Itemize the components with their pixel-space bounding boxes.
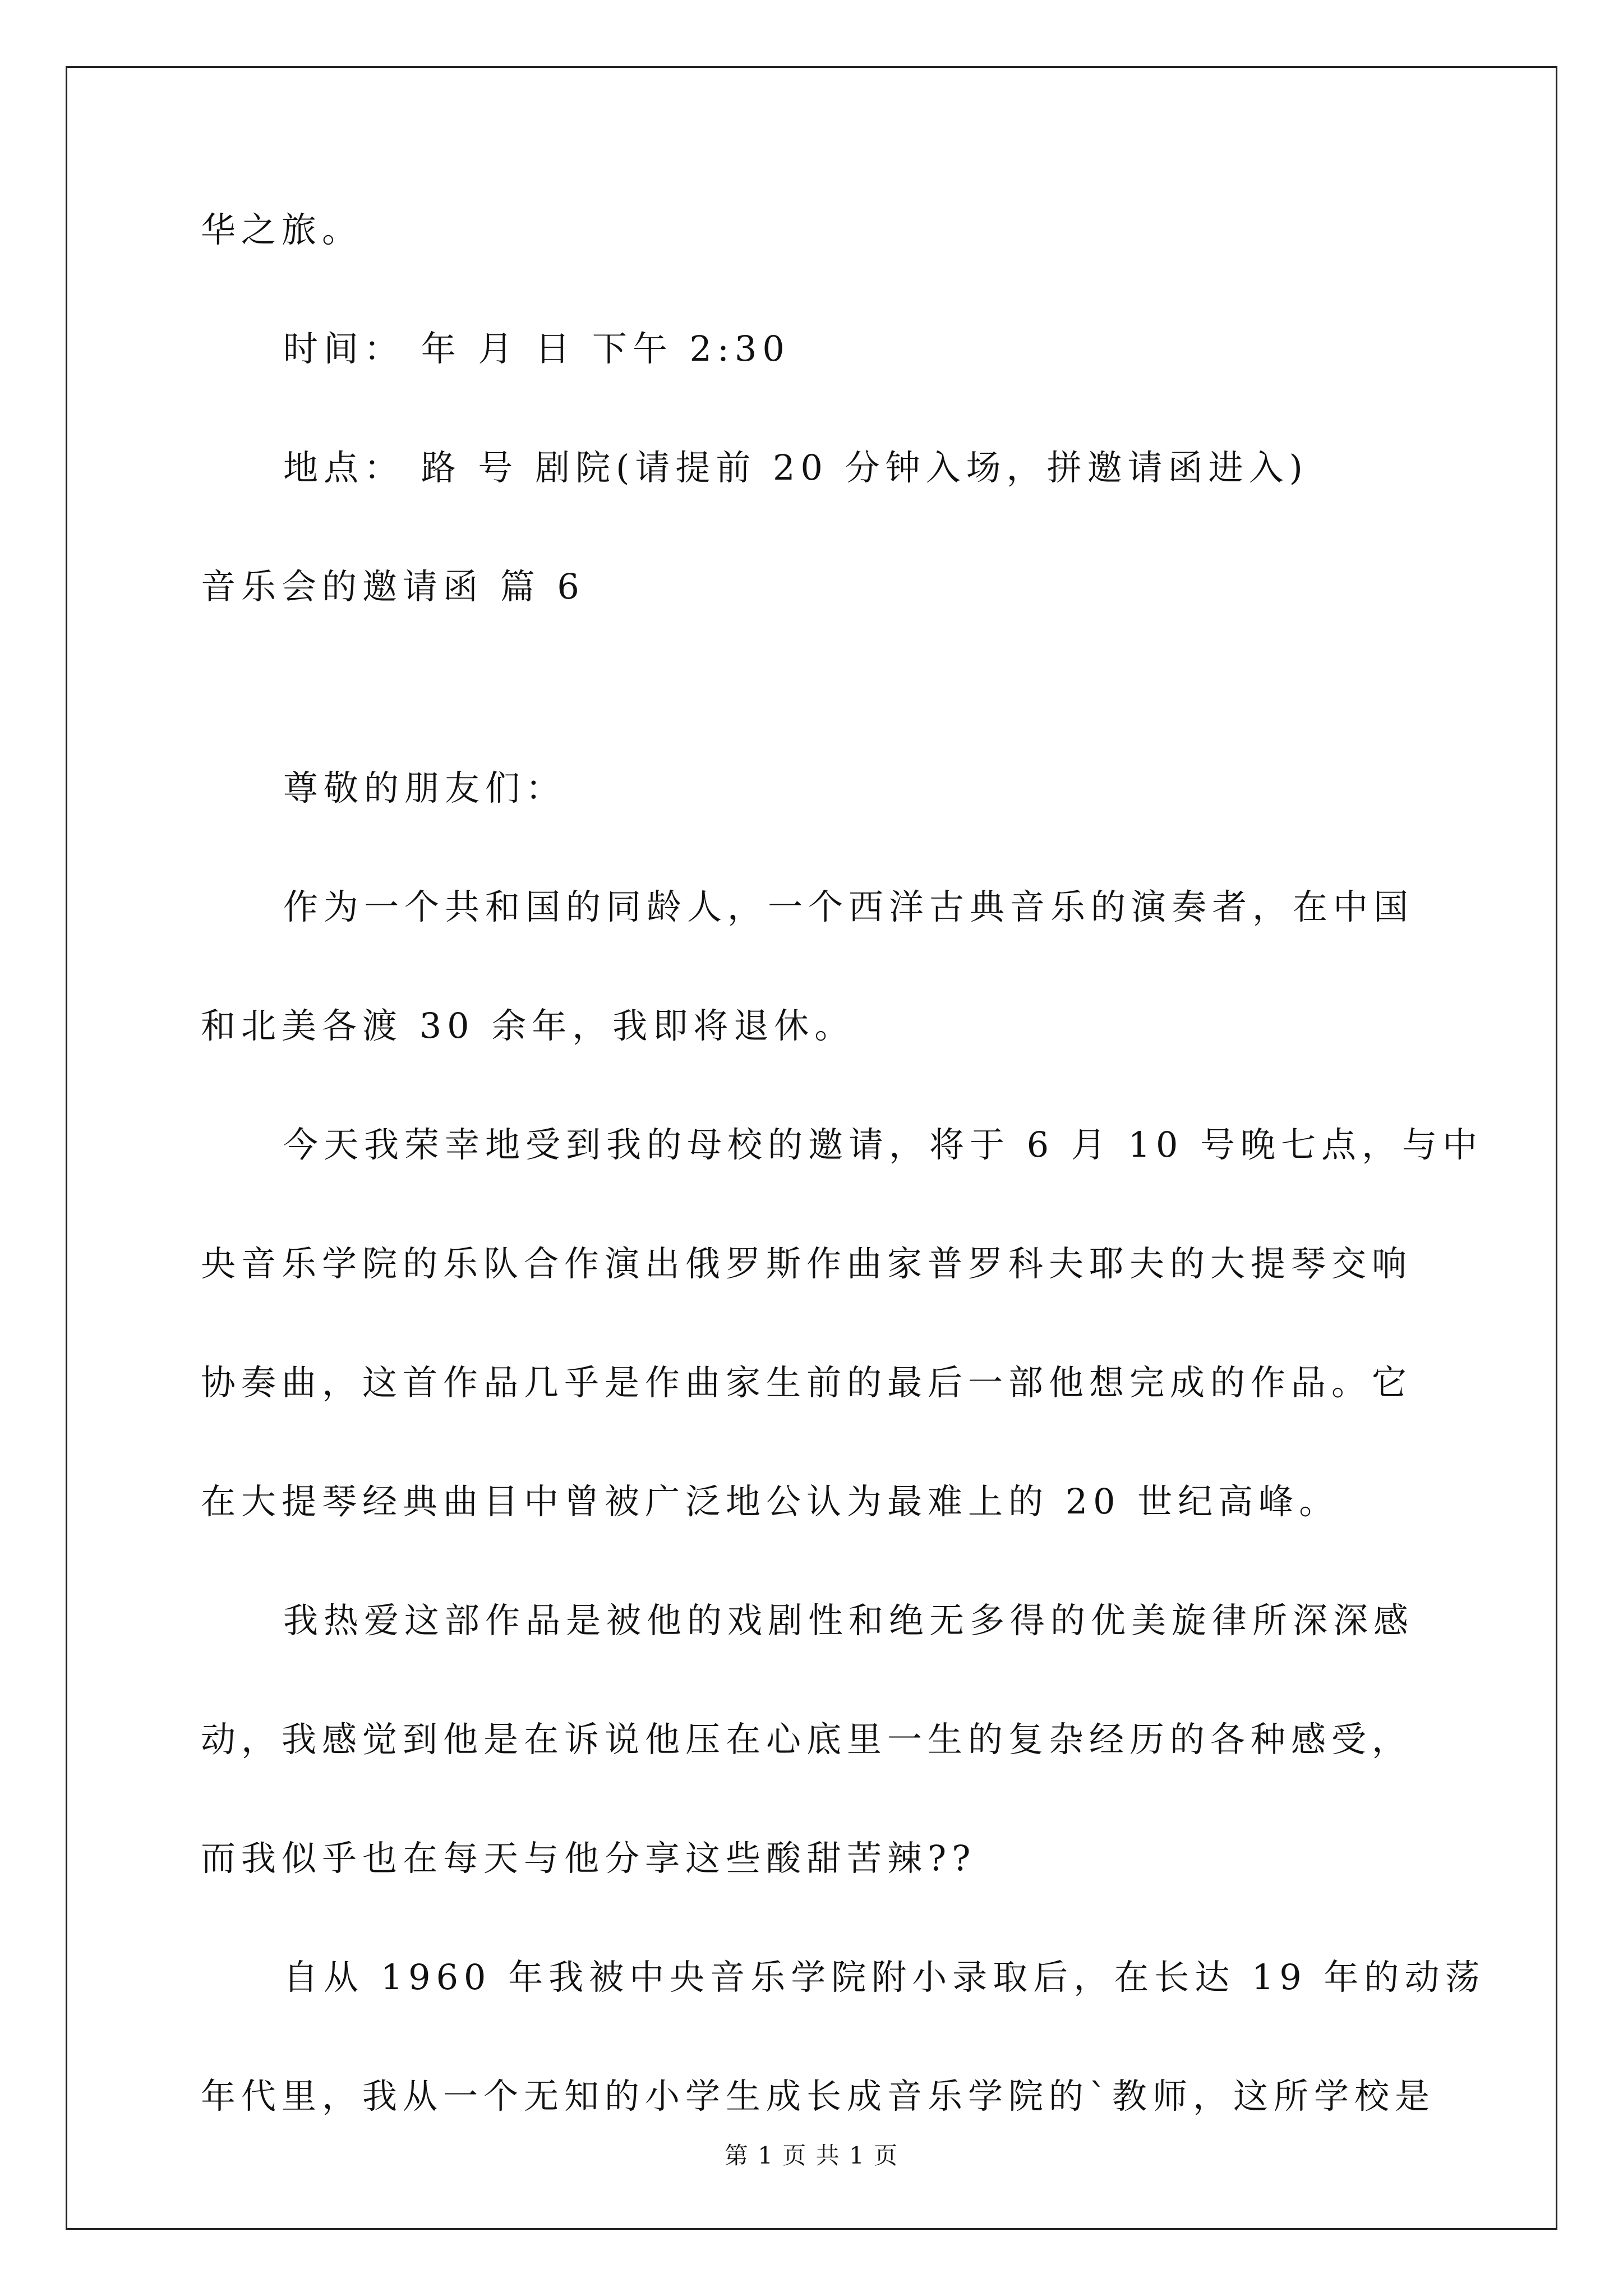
paragraph-2-line-1: 今天我荣幸地受到我的母校的邀请，将于 6 月 10 号晚七点，与中 xyxy=(283,1124,1483,1165)
paragraph-3-line-2: 动，我感觉到他是在诉说他压在心底里一生的复杂经历的各种感受， xyxy=(201,1719,1413,1760)
paragraph-4-line-2: 年代里，我从一个无知的小学生成长成音乐学院的`教师，这所学校是 xyxy=(201,2076,1436,2116)
paragraph-4-line-1: 自从 1960 年我被中央音乐学院附小录取后，在长达 19 年的动荡 xyxy=(283,1957,1486,1998)
paragraph-3-line-1: 我热爱这部作品是被他的戏剧性和绝无多得的优美旋律所深深感 xyxy=(283,1600,1414,1641)
paragraph-3-line-3: 而我似乎也在每天与他分享这些酸甜苦辣?? xyxy=(201,1838,976,1879)
time-line: 时间： 年 月 日 下午 2:30 xyxy=(283,328,790,369)
paragraph-1-line-1: 作为一个共和国的同龄人，一个西洋古典音乐的演奏者，在中国 xyxy=(283,886,1414,927)
location-line: 地点： 路 号 剧院(请提前 20 分钟入场，拼邀请函进入) xyxy=(283,447,1308,488)
salutation: 尊敬的朋友们： xyxy=(283,767,566,808)
paragraph-2-line-3: 协奏曲，这首作品几乎是作曲家生前的最后一部他想完成的作品。它 xyxy=(201,1362,1413,1403)
section-heading: 音乐会的邀请函 篇 6 xyxy=(201,566,585,607)
paragraph-2-line-4: 在大提琴经典曲目中曾被广泛地公认为最难上的 20 世纪高峰。 xyxy=(201,1481,1340,1522)
text-line-1: 华之旅。 xyxy=(201,209,363,250)
page-footer: 第 1 页 共 1 页 xyxy=(724,2142,899,2169)
paragraph-1-line-2: 和北美各渡 30 余年，我即将退休。 xyxy=(201,1005,855,1046)
paragraph-2-line-2: 央音乐学院的乐队合作演出俄罗斯作曲家普罗科夫耶夫的大提琴交响 xyxy=(201,1243,1413,1284)
